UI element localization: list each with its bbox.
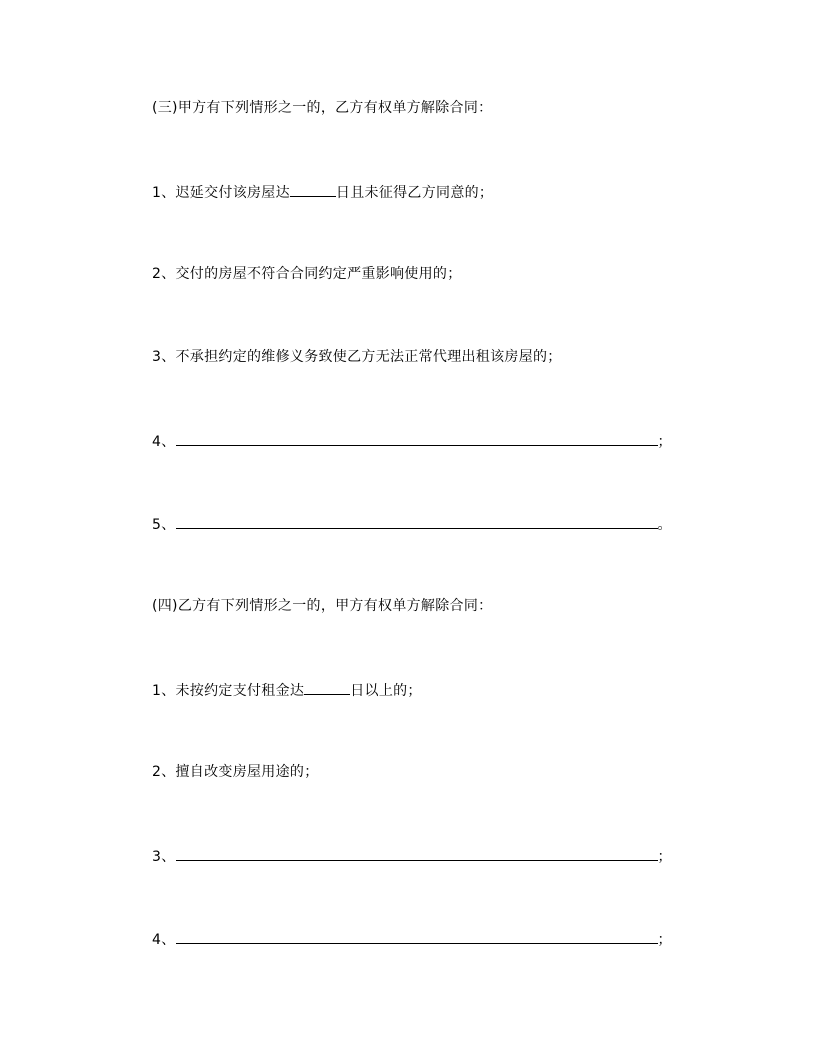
fill-in-blank <box>176 846 658 861</box>
section-4-heading: (四)乙方有下列情形之一的，甲方有权单方解除合同： <box>152 598 493 614</box>
section-3-heading: (三)甲方有下列情形之一的，乙方有权单方解除合同： <box>152 100 493 116</box>
section-3-item-2: 2、交付的房屋不符合合同约定严重影响使用的； <box>152 266 462 282</box>
fill-in-blank <box>176 431 658 446</box>
section-3-item-3: 3、不承担约定的维修义务致使乙方无法正常代理出租该房屋的； <box>152 349 562 365</box>
fill-in-blank <box>304 680 350 695</box>
section-3-item-5: 5、 。 <box>152 514 672 534</box>
section-3-item-4: 4、 ； <box>152 431 672 451</box>
section-3-item-1: 1、迟延交付该房屋达 日且未征得乙方同意的； <box>152 182 493 202</box>
fill-in-blank <box>176 929 658 944</box>
fill-in-blank <box>176 514 658 529</box>
fill-in-blank <box>290 182 336 197</box>
section-4-item-3: 3、 ； <box>152 846 672 866</box>
section-4-item-4: 4、 ； <box>152 929 672 949</box>
section-4-item-2: 2、擅自改变房屋用途的； <box>152 764 319 780</box>
section-4-item-1: 1、未按约定支付租金达 日以上的； <box>152 680 422 700</box>
